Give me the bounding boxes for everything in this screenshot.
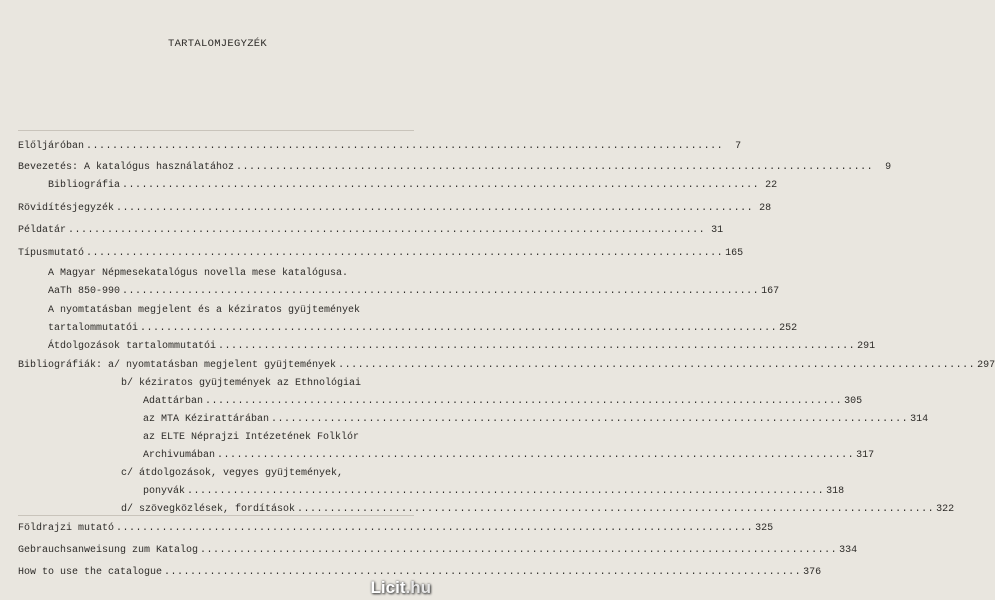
watermark-logo: Licit.hu (370, 578, 431, 597)
toc-entry-novella-katalogus: A Magyar Népmesekatalógus novella mese katalógusa. (48, 268, 349, 279)
toc-entry-nyomtatasban: A nyomtatásban megjelent és a kéziratos gyüjtemények (48, 305, 361, 316)
toc-entry-rovidites: Rövidítésjegyzék .................................................................................................. 28 (18, 203, 772, 214)
toc-entry-tartalommutatoi: tartalommutatói .................................................................................................. 252 (48, 323, 798, 334)
toc-entry-archivumaban: Archivumában .................................................................................................. 317 (143, 450, 875, 461)
toc-entry-adattarban: Adattárban .................................................................................................. 305 (143, 396, 863, 407)
page-title: TARTALOMJEGYZÉK (167, 38, 267, 50)
toc-entry-ponyvak: ponyvák .................................................................................................. 318 (143, 486, 845, 497)
toc-entry-atdolgozasok: Átdolgozások tartalommutatói .................................................................................................. 291 (48, 341, 876, 352)
toc-entry-bibliografiak-d: d/ szövegközlések, fordítások .................................................................................................. 322 (121, 504, 955, 515)
divider (18, 130, 414, 131)
toc-entry-mta: az MTA Kézirattárában .................................................................................................. 314 (143, 414, 929, 425)
toc-entry-peldatar: Példatár .................................................................................................. 31 (18, 225, 724, 236)
toc-entry-bibliografiak-c: c/ átdolgozások, vegyes gyüjtemények, (121, 468, 344, 479)
toc-entry-bibliografia: Bibliográfia .................................................................................................. 22 (48, 180, 778, 191)
toc-entry-tipusmutato: Típusmutató .................................................................................................. 165 (18, 248, 744, 259)
toc-entry-aath: AaTh 850-990 .................................................................................................. 167 (48, 286, 780, 297)
toc-entry-bevezetes: Bevezetés: A katalógus használatához .................................................................................................. 9 (18, 162, 892, 173)
toc-entry-foldrajzi: Földrajzi mutató .................................................................................................. 325 (18, 523, 774, 534)
toc-entry-elte: az ELTE Néprajzi Intézetének Folklór (143, 432, 360, 443)
toc-entry-elojaroban: Előljáróban .................................................................................................. 7 (18, 141, 742, 152)
toc-entry-bibliografiak-b: b/ kéziratos gyüjtemények az Ethnológiai (121, 378, 362, 389)
toc-entry-gebrauchsanweisung: Gebrauchsanweisung zum Katalog .................................................................................................. 334 (18, 545, 858, 556)
toc-entry-how-to-use: How to use the catalogue .................................................................................................. 376 (18, 567, 822, 578)
toc-entry-bibliografiak-a: Bibliográfiák: a/ nyomtatásban megjelent gyüjtemények .................................................................................................. 297 (18, 360, 995, 371)
